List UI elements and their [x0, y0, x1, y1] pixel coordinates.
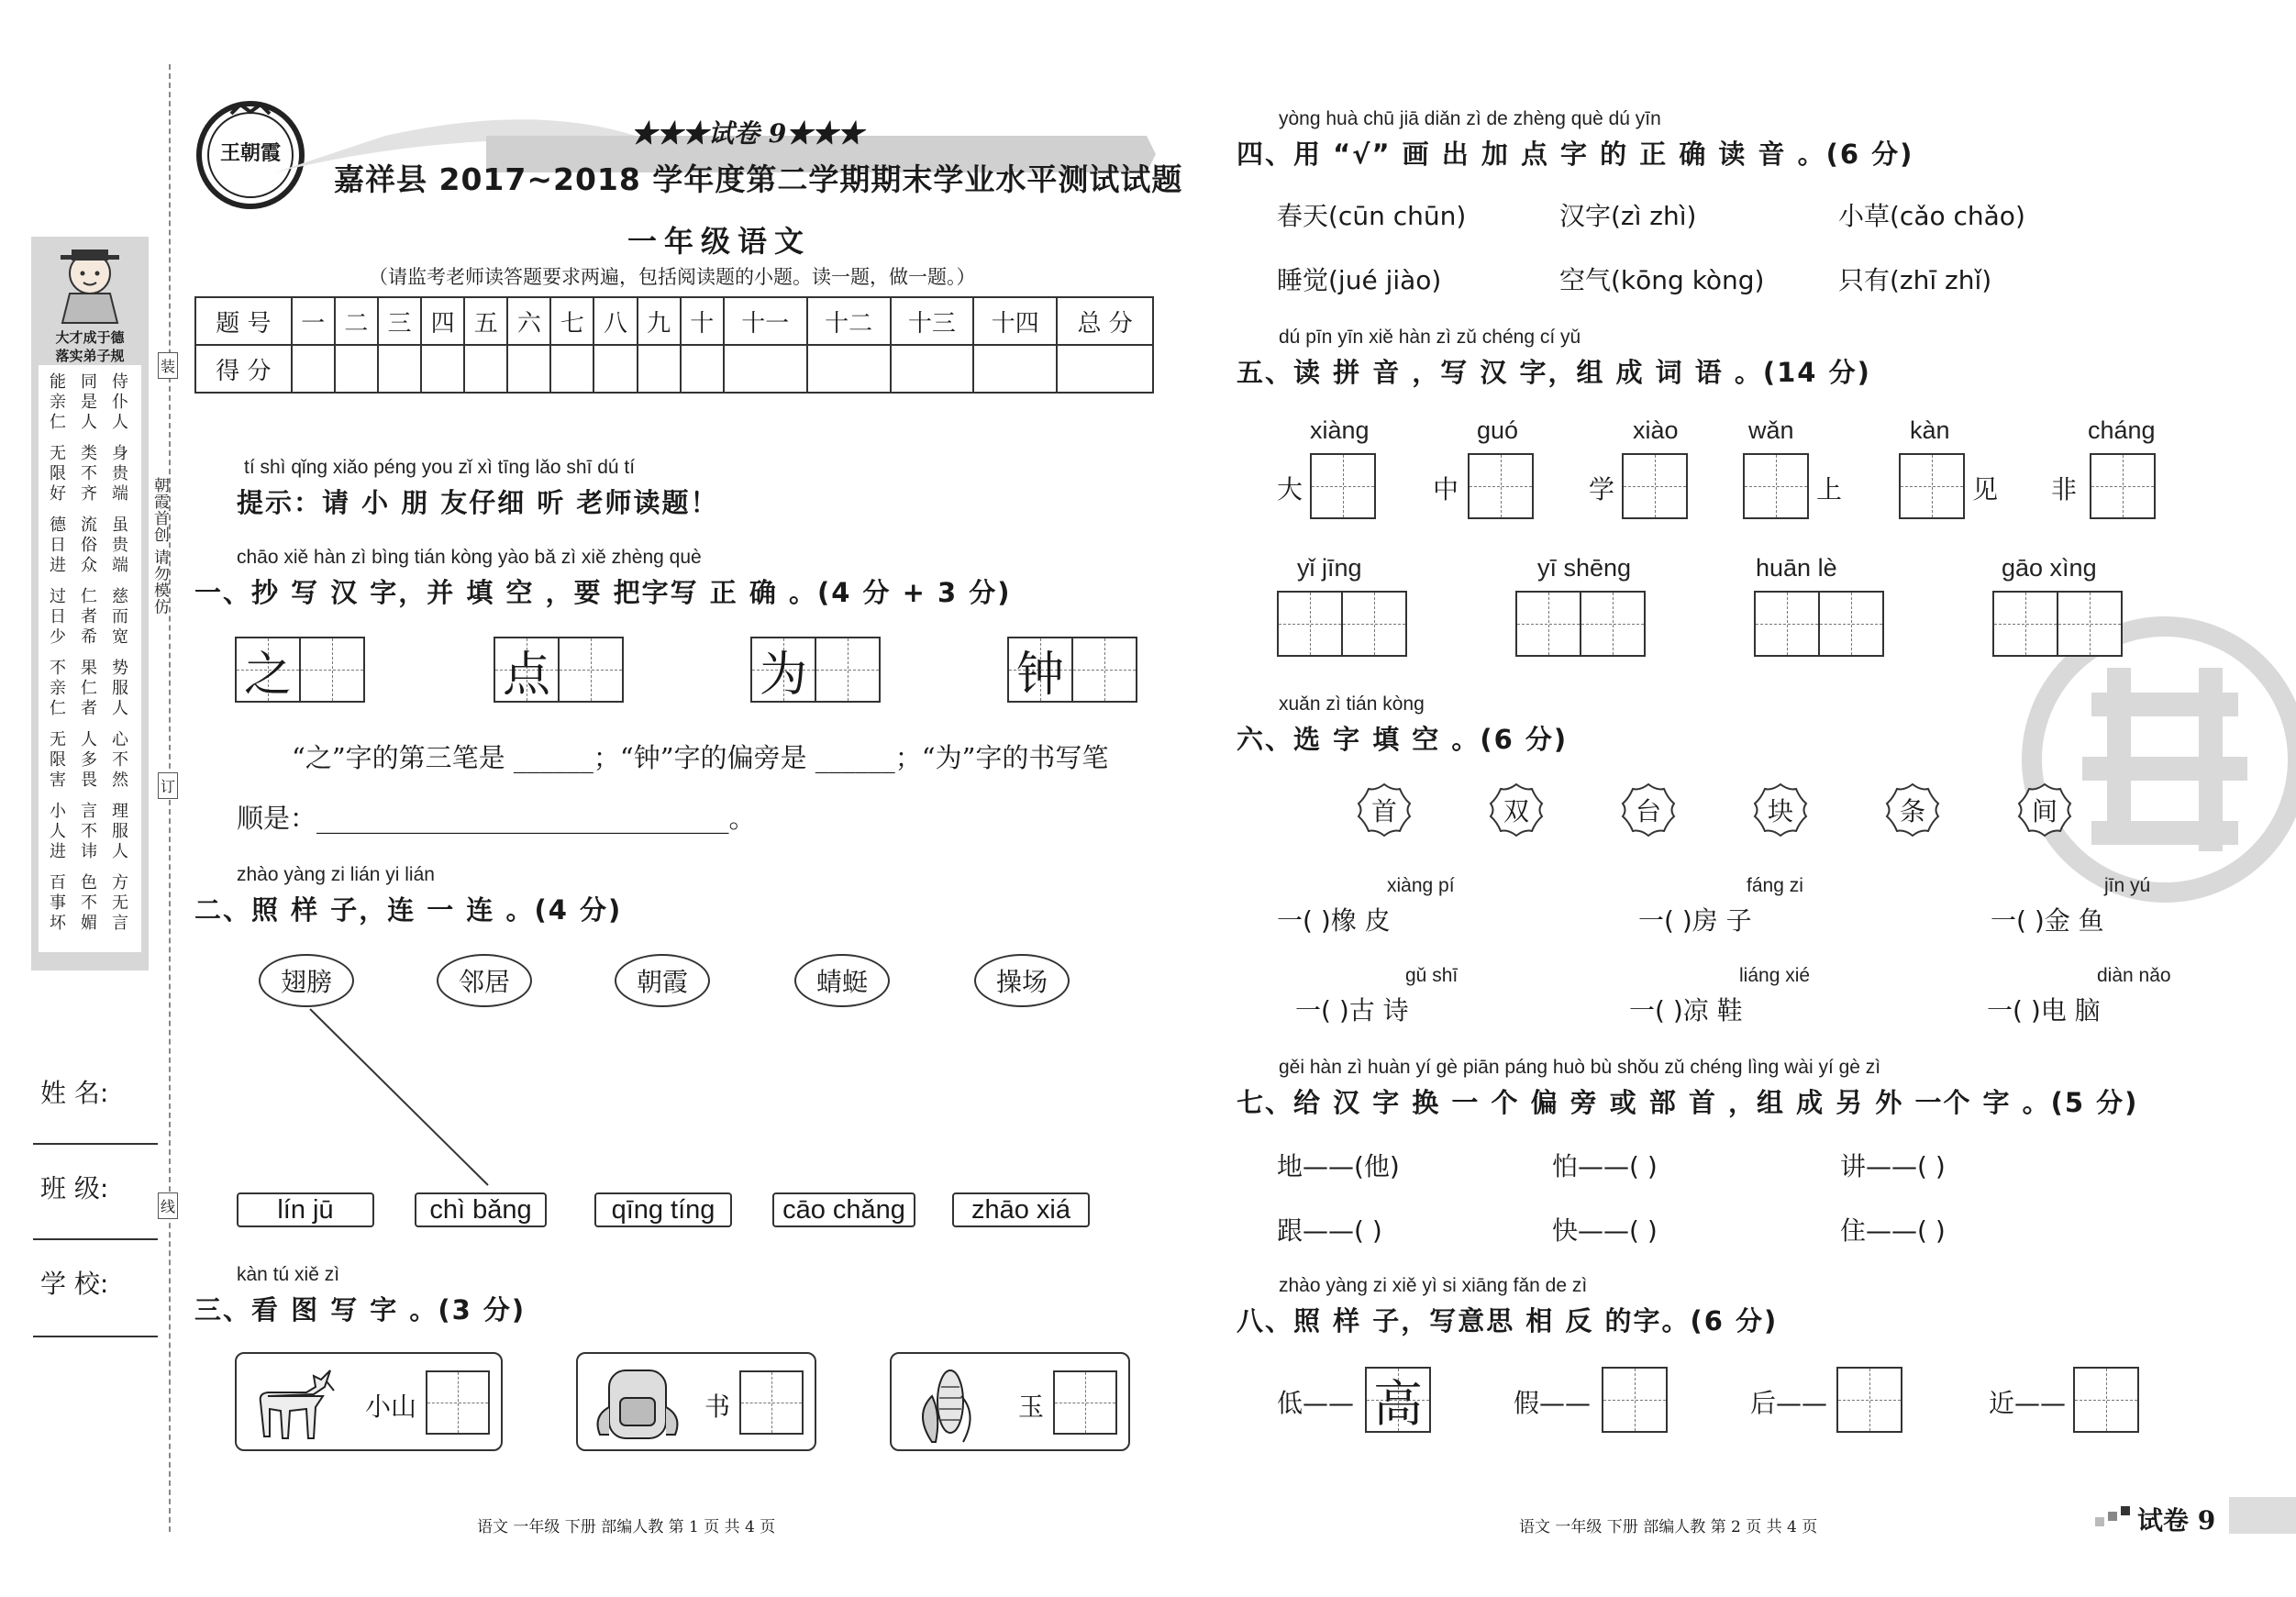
verse-char: 言 [81, 802, 97, 821]
q8-answer-box [1365, 1367, 1431, 1433]
q1-title: 一、抄 写 汉 字，并 填 空 ，要 把字写 正 确 。(4 分 + 3 分) [194, 577, 1012, 608]
q5-title: 五、读 拼 音 ，写 汉 字，组 成 词 语 。(14 分) [1237, 357, 1871, 388]
verse-char: 同 [81, 372, 97, 392]
score-header-row [195, 297, 1153, 345]
q5-row1-pinyin: wǎn [1748, 416, 1794, 444]
q6-r2-pinyin: diàn nǎo [2097, 965, 2171, 986]
verse-char: 不 [81, 893, 97, 913]
seal-mark-3: 线 [158, 1192, 178, 1219]
q5-row1-pinyin: xiào [1633, 416, 1679, 444]
q6-r1-blank[interactable]: 一( )房 子 [1638, 905, 1752, 936]
verse-char: 慈 [112, 587, 128, 606]
verse-char: 色 [81, 873, 97, 893]
q8-given-word: 低—— [1277, 1388, 1355, 1418]
verse-char: 服 [112, 822, 128, 841]
verse-char: 媚 [81, 914, 97, 933]
verse-char: 端 [112, 484, 128, 504]
q4-choice-item[interactable]: 春天(cūn chūn) [1277, 201, 1467, 231]
q5-row1-given-char: 非 [2051, 474, 2078, 505]
q8-given-word: 假—— [1514, 1388, 1592, 1418]
score-cell[interactable] [378, 345, 421, 393]
verse-char: 果 [81, 659, 97, 678]
seal-mark-2: 订 [158, 772, 178, 799]
q5-row2-answer-box[interactable] [1818, 591, 1884, 657]
score-header-cell: 一 [292, 297, 335, 345]
q1-model-box [235, 637, 301, 703]
q6-r1-pinyin: jīn yú [2104, 875, 2151, 896]
verse-char: 人 [112, 699, 128, 718]
q5-row1-answer-box[interactable] [1743, 453, 1809, 519]
verse-char: 小 [50, 802, 66, 821]
verse-char: 日 [50, 536, 66, 555]
verse-char: 不 [81, 822, 97, 841]
sidebar-motto: 大才成于德 落实弟子规 [55, 329, 125, 364]
q5-row1-answer-box[interactable] [1468, 453, 1534, 519]
score-header-label: 题 号 [195, 297, 292, 345]
q3-card-goat [235, 1352, 503, 1451]
q7-pinyin: gěi hàn zì huàn yí gè piān páng huò bù shǒu zǔ chéng lìng wài yí gè zì [1279, 1057, 1881, 1078]
score-header-cell: 十四 [973, 297, 1057, 345]
verse-char: 亲 [50, 679, 66, 698]
verse-char: 坏 [50, 914, 66, 933]
q6-choice-char: 首 [1370, 796, 1397, 826]
paper-badge: ★★★试卷 9★★★ [631, 118, 864, 149]
q6-choice-flower[interactable] [1356, 782, 1413, 838]
q2-word-oval[interactable]: 邻居 [437, 954, 532, 1007]
verse-char: 侍 [112, 372, 128, 392]
q3-title: 三、看 图 写 字 。(3 分) [194, 1294, 527, 1325]
score-cell[interactable] [807, 345, 891, 393]
verse-char: 少 [50, 627, 66, 647]
verse-char: 贵 [112, 536, 128, 555]
q1-model-box [1007, 637, 1073, 703]
q6-r1-pinyin: fáng zi [1747, 875, 1803, 896]
score-cell[interactable] [507, 345, 550, 393]
verse-char: 畏 [81, 771, 97, 790]
verse-char: 仁 [50, 413, 66, 432]
score-cell[interactable] [724, 345, 807, 393]
q5-row2-pinyin: gāo xìng [2002, 554, 2097, 582]
right-page-footer: 语文 一年级 下册 部编人教 第 2 页 共 4 页 [1519, 1518, 1818, 1536]
verse-char: 能 [50, 372, 66, 392]
score-header-cell: 四 [421, 297, 464, 345]
verse-char: 亲 [50, 393, 66, 412]
q5-row2-answer-box[interactable] [1580, 591, 1646, 657]
q5-row2-answer-box[interactable] [1277, 591, 1343, 657]
class-label: 班 级: [40, 1173, 109, 1203]
q6-choice-char: 条 [1899, 796, 1925, 826]
verse-char: 端 [112, 556, 128, 575]
verse-char: 人 [112, 842, 128, 861]
q3-card-corn [890, 1352, 1130, 1451]
q8-title: 八、照 样 子，写意思 相 反 的字。(6 分) [1237, 1305, 1779, 1336]
verse-char: 限 [50, 750, 66, 770]
verse-char: 齐 [81, 484, 97, 504]
verse-char: 百 [50, 873, 66, 893]
q5-row2-answer-box[interactable] [1992, 591, 2058, 657]
verse-char: 讳 [81, 842, 97, 861]
q7-title: 七、给 汉 字 换 一 个 偏 旁 或 部 首 ，组 成 另 外 一个 字 。(5 分) [1237, 1087, 2139, 1118]
score-cell[interactable] [550, 345, 593, 393]
q2-pinyin-box[interactable]: chì bǎng [415, 1192, 547, 1227]
exam-instruction: （请监考老师读答题要求两遍，包括阅读题的小题。读一题，做一题。） [369, 266, 976, 288]
verse-char: 人 [50, 822, 66, 841]
verse-char: 无 [50, 444, 66, 463]
verse-char: 不 [50, 659, 66, 678]
q6-r1-blank[interactable]: 一( )金 鱼 [1991, 905, 2104, 936]
score-header-cell: 十一 [724, 297, 807, 345]
q3-answer-box-3[interactable] [1053, 1370, 1117, 1435]
verse-char: 不 [112, 750, 128, 770]
verse-char: 仆 [112, 393, 128, 412]
class-field[interactable] [33, 1238, 158, 1240]
verse-char: 无 [112, 893, 128, 913]
q1-copy-box[interactable] [558, 637, 624, 703]
verse-char: 势 [112, 659, 128, 678]
q2-pinyin-box[interactable]: qīng tíng [594, 1192, 732, 1227]
q5-row1-pinyin: xiàng [1310, 416, 1370, 444]
q8-given-word: 近—— [1989, 1388, 2067, 1418]
q6-r2-pinyin: liáng xié [1739, 965, 1811, 986]
left-page-footer: 语文 一年级 下册 部编人教 第 1 页 共 4 页 [477, 1518, 776, 1536]
q8-pinyin: zhào yàng zi xiě yì si xiāng fǎn de zì [1279, 1275, 1588, 1296]
q8-given-word: 后—— [1750, 1388, 1828, 1418]
verse-char: 人 [81, 730, 97, 749]
q7-item[interactable]: 跟——( ) [1277, 1215, 1382, 1246]
score-cell[interactable] [973, 345, 1057, 393]
q8-answer-box[interactable] [2073, 1367, 2139, 1433]
q1-fill-line-1[interactable]: “之”字的第三笔是 ______；“钟”字的偏旁是 ______；“为”字的书写笔 [292, 742, 1109, 773]
verse-char: 贵 [112, 464, 128, 483]
q2-pinyin-box[interactable]: cāo chǎng [772, 1192, 915, 1227]
name-field[interactable] [33, 1143, 158, 1145]
school-field[interactable] [33, 1336, 158, 1337]
q5-row2-answer-box[interactable] [1341, 591, 1407, 657]
q1-copy-box[interactable] [815, 637, 881, 703]
q6-choice-char: 间 [2031, 796, 2058, 826]
q3-hint-3: 玉 [1018, 1392, 1045, 1422]
score-header-cell: 十二 [807, 297, 891, 345]
score-cell[interactable] [335, 345, 378, 393]
verse-char: 而 [112, 607, 128, 627]
verse-char: 宽 [112, 627, 128, 647]
q5-row2-pinyin: yǐ jīng [1297, 554, 1362, 582]
score-cell[interactable] [292, 345, 335, 393]
score-cell[interactable] [421, 345, 464, 393]
q6-choice-flower[interactable] [1884, 782, 1941, 838]
score-table [194, 296, 1154, 394]
q8-answer-box[interactable] [1602, 1367, 1668, 1433]
q2-word-oval[interactable]: 朝霞 [615, 954, 710, 1007]
q7-item: 地——(他) [1277, 1151, 1400, 1181]
q1-model-char: 为 [759, 647, 807, 703]
q5-row1-answer-box[interactable] [1622, 453, 1688, 519]
q5-pinyin: dú pīn yīn xiě hàn zì zǔ chéng cí yǔ [1279, 327, 1581, 348]
score-cell[interactable] [464, 345, 507, 393]
q4-choice-item[interactable]: 睡觉(jué jiào) [1277, 265, 1442, 295]
corner-squares [2095, 1506, 2132, 1526]
verse-char: 日 [50, 607, 66, 627]
verse-char: 是 [81, 393, 97, 412]
q5-row1-answer-box[interactable] [2090, 453, 2156, 519]
q7-item[interactable]: 快——( ) [1552, 1215, 1658, 1246]
verse-char: 方 [112, 873, 128, 893]
verse-char: 人 [81, 413, 97, 432]
q2-word-oval[interactable]: 翅膀 [259, 954, 354, 1007]
score-cell[interactable] [891, 345, 974, 393]
q3-answer-box-1[interactable] [426, 1370, 490, 1435]
q5-row1-given-char: 上 [1816, 474, 1843, 505]
q6-r1-pinyin: xiàng pí [1387, 875, 1455, 896]
q6-choice-flower[interactable] [1620, 782, 1677, 838]
verse-char: 者 [81, 699, 97, 718]
q4-pinyin: yòng huà chū jiā diǎn zì de zhèng què dú yīn [1279, 108, 1661, 129]
q5-row2-pinyin: huān lè [1756, 554, 1837, 582]
verse-char: 言 [112, 914, 128, 933]
q5-row1-answer-box[interactable] [1310, 453, 1376, 519]
q5-row1-given-char: 学 [1589, 474, 1615, 505]
q4-choice-item[interactable]: 小草(cǎo chǎo) [1838, 201, 2025, 231]
q3-hint-1: 小山 [365, 1392, 417, 1422]
q7-item[interactable]: 怕——( ) [1552, 1151, 1658, 1181]
verse-char: 害 [50, 771, 66, 790]
verse-char: 无 [50, 730, 66, 749]
verse-char: 希 [81, 627, 97, 647]
verse-char: 事 [50, 893, 66, 913]
verse-char: 进 [50, 842, 66, 861]
score-cell[interactable] [681, 345, 724, 393]
q1-model-char: 点 [502, 647, 550, 703]
q5-row1-given-char: 中 [1433, 474, 1459, 505]
q3-hint-2: 书 [704, 1392, 731, 1422]
q6-choice-char: 双 [1503, 796, 1529, 826]
tip-text: 提示：请 小 朋 友仔细 听 老师读题！ [237, 487, 719, 518]
corn-icon [904, 1359, 987, 1447]
q5-row1-given-char: 大 [1277, 474, 1303, 505]
q2-pinyin-box[interactable]: lín jū [237, 1192, 374, 1227]
q4-choice-item[interactable]: 汉字(zì zhì) [1559, 201, 1697, 231]
name-label: 姓 名: [40, 1078, 109, 1108]
verse-char: 流 [81, 516, 97, 535]
corner-paper-label: 试卷 9 [2137, 1505, 2216, 1536]
goat-icon [250, 1359, 341, 1447]
q1-copy-box[interactable] [299, 637, 365, 703]
q5-row1-pinyin: kàn [1910, 416, 1950, 444]
score-header-cell: 六 [507, 297, 550, 345]
scholar-figure [46, 240, 134, 325]
q5-row2-pinyin: yī shēng [1537, 554, 1632, 582]
q6-r1-blank[interactable]: 一( )橡 皮 [1277, 905, 1391, 936]
verse-char: 俗 [81, 536, 97, 555]
verse-char: 德 [50, 516, 66, 535]
score-header-cell: 十三 [891, 297, 974, 345]
q4-choice-item[interactable]: 只有(zhī zhǐ) [1838, 265, 1992, 295]
q5-row1-pinyin: guó [1477, 416, 1519, 444]
q2-title: 二、照 样 子，连 一 连 。(4 分) [194, 894, 623, 926]
score-cell[interactable] [1057, 345, 1153, 393]
q1-model-char: 之 [243, 647, 292, 703]
score-entry-row[interactable] [195, 345, 1153, 393]
verse-char: 多 [81, 750, 97, 770]
verse-char: 不 [81, 464, 97, 483]
q6-choice-char: 块 [1767, 796, 1793, 826]
q3-pinyin: kàn tú xiě zì [237, 1264, 340, 1285]
q5-row1-answer-box[interactable] [1899, 453, 1965, 519]
corner-tab [2229, 1497, 2296, 1534]
school-label: 学 校: [40, 1269, 109, 1299]
q2-pinyin: zhào yàng zi lián yi lián [237, 864, 435, 885]
q1-fill-line-2[interactable]: 顺是：_______________________________。 [237, 803, 756, 834]
verse-char: 心 [112, 730, 128, 749]
q4-title: 四、用 “√” 画 出 加 点 字 的 正 确 读 音 。(6 分) [1237, 139, 1914, 170]
q6-r2-blank[interactable]: 一( )电 脑 [1987, 995, 2101, 1026]
q5-row2-answer-box[interactable] [2057, 591, 2123, 657]
q7-item[interactable]: 讲——( ) [1840, 1151, 1946, 1181]
score-header-cell: 五 [464, 297, 507, 345]
q8-answer-box[interactable] [1836, 1367, 1902, 1433]
score-cell[interactable] [638, 345, 681, 393]
verse-char: 仁 [81, 587, 97, 606]
score-header-cell: 九 [638, 297, 681, 345]
q7-item[interactable]: 住——( ) [1840, 1215, 1946, 1246]
verse-char: 者 [81, 607, 97, 627]
tip-pinyin: tí shì qǐng xiǎo péng you zǐ xì tīng lǎo shī dú tí [244, 457, 636, 478]
q6-choice-flower[interactable] [2016, 782, 2073, 838]
verse-char: 人 [112, 413, 128, 432]
verse-char: 理 [112, 802, 128, 821]
q8-example-char: 高 [1373, 1374, 1423, 1433]
verse-char: 过 [50, 587, 66, 606]
subject-title: 一年级语文 [627, 224, 812, 259]
score-cell[interactable] [593, 345, 637, 393]
watermark-seal [2018, 613, 2296, 906]
verse-char: 然 [112, 771, 128, 790]
side-note: 朝霞首创 请勿模仿 [150, 477, 169, 616]
q2-pinyin-box[interactable]: zhāo xiá [952, 1192, 1090, 1227]
exam-title: 嘉祥县 2017~2018 学年度第二学期期末学业水平测试试题 [334, 161, 1183, 197]
q6-choice-char: 台 [1635, 796, 1661, 826]
q5-row2-answer-box[interactable] [1515, 591, 1581, 657]
q3-answer-box-2[interactable] [739, 1370, 804, 1435]
verse-char: 仁 [81, 679, 97, 698]
verse-char: 身 [112, 444, 128, 463]
verse-char: 类 [81, 444, 97, 463]
q1-model-box [494, 637, 560, 703]
q6-pinyin: xuǎn zì tián kòng [1279, 693, 1425, 715]
q1-model-box [750, 637, 816, 703]
verse-char: 服 [112, 679, 128, 698]
q6-choice-flower[interactable] [1752, 782, 1809, 838]
verse-char: 众 [81, 556, 97, 575]
score-header-cell: 二 [335, 297, 378, 345]
q4-choice-item[interactable]: 空气(kōng kòng) [1559, 265, 1765, 295]
verse-char: 限 [50, 464, 66, 483]
verse-char: 进 [50, 556, 66, 575]
score-header-cell: 三 [378, 297, 421, 345]
score-row-label: 得 分 [195, 345, 292, 393]
q5-row1-given-char: 见 [1972, 474, 1999, 505]
verse-char: 好 [50, 484, 66, 504]
q6-r2-blank[interactable]: 一( )凉 鞋 [1629, 995, 1743, 1026]
q6-choice-flower[interactable] [1488, 782, 1545, 838]
q3-card-backpack [576, 1352, 816, 1451]
q2-word-oval[interactable]: 蜻蜓 [794, 954, 890, 1007]
score-header-cell: 八 [593, 297, 637, 345]
verse-char: 虽 [112, 516, 128, 535]
logo-text: 王朝霞 [219, 141, 281, 165]
q1-model-char: 钟 [1015, 647, 1064, 703]
q6-title: 六、选 字 填 空 。(6 分) [1237, 724, 1569, 755]
q5-row2-answer-box[interactable] [1754, 591, 1820, 657]
seal-mark-1: 装 [158, 352, 178, 379]
q6-r2-pinyin: gǔ shī [1405, 965, 1459, 986]
score-header-cell: 总 分 [1057, 297, 1153, 345]
score-header-cell: 七 [550, 297, 593, 345]
q6-r2-blank[interactable]: 一( )古 诗 [1295, 995, 1409, 1026]
q5-row1-pinyin: cháng [2088, 416, 2156, 444]
q2-word-oval[interactable]: 操场 [974, 954, 1070, 1007]
verse-char: 仁 [50, 699, 66, 718]
q1-pinyin: chāo xiě hàn zì bìng tián kòng yào bǎ zì xiě zhèng què [237, 547, 702, 568]
q1-copy-box[interactable] [1071, 637, 1137, 703]
score-header-cell: 十 [681, 297, 724, 345]
backpack-icon [587, 1361, 688, 1446]
